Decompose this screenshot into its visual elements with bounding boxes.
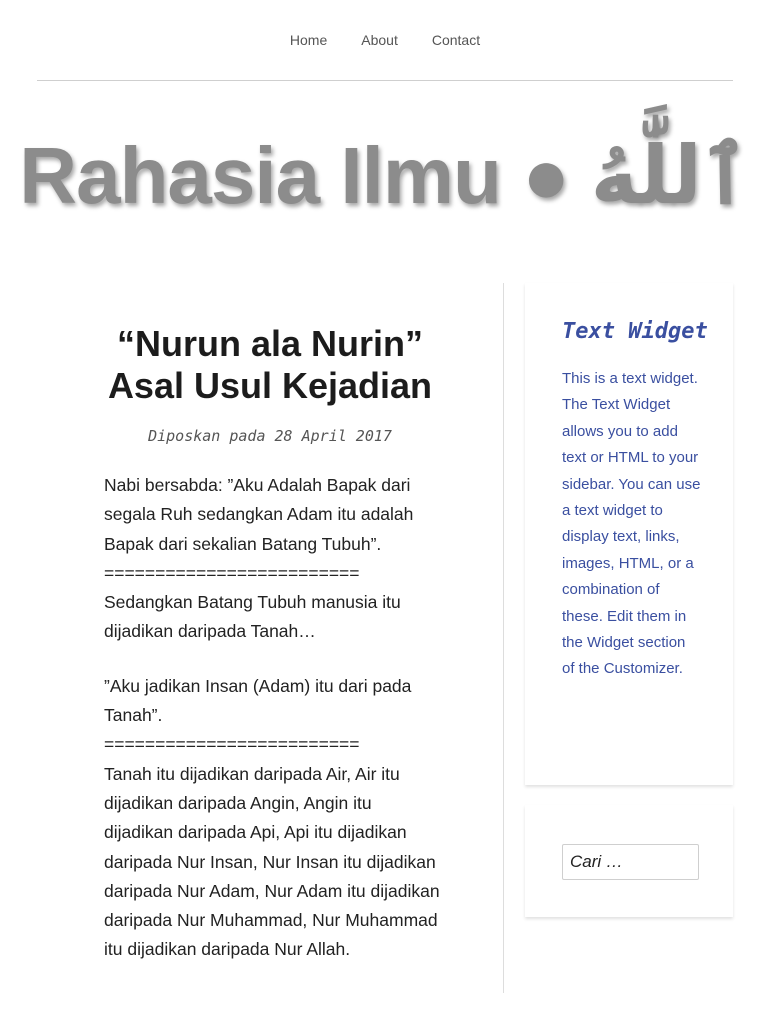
post-text-line: daripada Nur Adam, Nur Adam itu dijadikan bbox=[104, 880, 440, 901]
post-text-line: dijadikan daripada Api, Api itu dijadikan bbox=[104, 822, 407, 843]
post-paragraph bbox=[104, 672, 444, 965]
post-text-line: daripada Nur Insan, Nur Insan itu dijadikan bbox=[104, 851, 436, 872]
post-text-line: Tanah itu dijadikan daripada Air, Air itu bbox=[104, 763, 400, 784]
post-text-line: dijadikan daripada Tanah… bbox=[104, 621, 316, 642]
text-widget bbox=[525, 283, 733, 785]
post-text-line: Tanah”. bbox=[104, 705, 163, 726]
nav-link-home[interactable]: Home bbox=[289, 32, 328, 48]
post-text-line: segala Ruh sedangkan Adam itu adalah bbox=[104, 504, 414, 525]
nav-item-home bbox=[290, 32, 327, 80]
post-text-line: ========================= bbox=[104, 734, 360, 755]
nav-item-about bbox=[361, 32, 398, 80]
post-text-line: daripada Nur Muhammad, Nur Muhammad bbox=[104, 910, 438, 931]
post-body bbox=[104, 471, 444, 965]
text-widget-body: This is a text widget. The Text Widget allows you to add text or HTML to your sidebar. You can use a text widget to display text, links, images, HTML, or a combination of these. Edit them in the Widget section of the Customizer. bbox=[562, 370, 701, 678]
top-navigation bbox=[37, 0, 733, 81]
nav-link-about[interactable]: About bbox=[361, 32, 398, 48]
post-text-line: itu dijadikan daripada Nur Allah. bbox=[104, 939, 351, 960]
nav-menu bbox=[290, 32, 480, 80]
post-title-line-1[interactable]: “Nurun ala Nurin” bbox=[116, 323, 424, 364]
post-text-line: ========================= bbox=[104, 562, 360, 583]
nav-item-contact bbox=[432, 32, 480, 80]
nav-link-contact[interactable]: Contact bbox=[431, 32, 481, 48]
post-date: Diposkan pada 28 April 2017 bbox=[148, 427, 392, 445]
post-text-line: dijadikan daripada Angin, Angin itu bbox=[104, 792, 372, 813]
text-widget-title: Text Widget bbox=[562, 319, 708, 344]
post-article bbox=[37, 323, 503, 965]
search-input[interactable] bbox=[562, 844, 699, 880]
post-text-line: ”Aku jadikan Insan (Adam) itu dari pada bbox=[104, 675, 412, 696]
post-text-line: Nabi bersabda: ”Aku Adalah Bapak dari bbox=[104, 475, 411, 495]
main-content bbox=[37, 283, 504, 993]
post-paragraph bbox=[104, 471, 444, 647]
search-widget bbox=[525, 805, 733, 917]
post-text-line: Bapak dari sekalian Batang Tubuh”. bbox=[104, 533, 382, 554]
post-title-line-2[interactable]: Asal Usul Kejadian bbox=[107, 365, 433, 406]
post-title[interactable] bbox=[37, 323, 503, 407]
site-title[interactable]: Rahasia Ilmu ● ٱللَّٰهُ bbox=[19, 131, 749, 220]
post-text-line: Sedangkan Batang Tubuh manusia itu bbox=[104, 592, 401, 613]
